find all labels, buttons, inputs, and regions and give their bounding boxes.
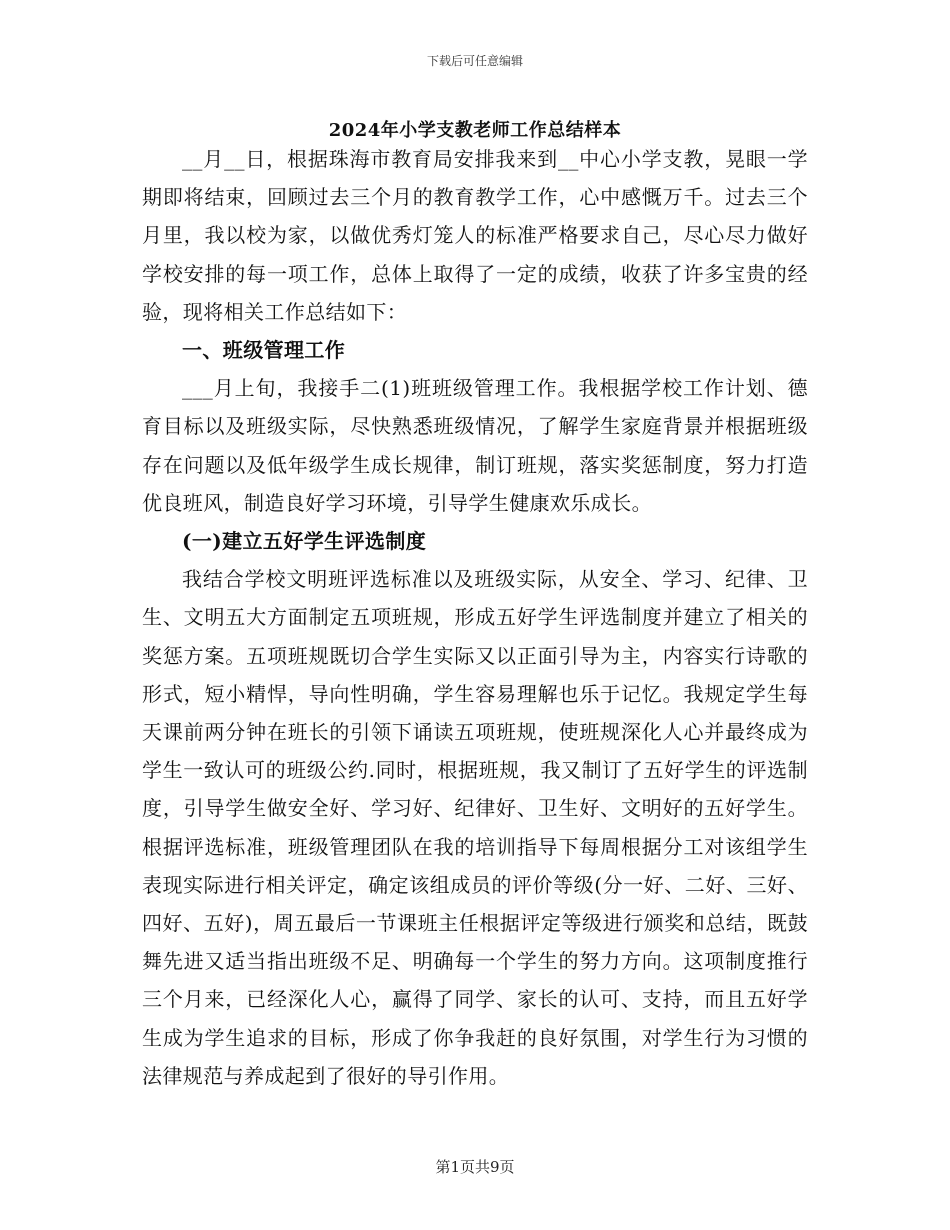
page-number-footer: 第1页共9页 bbox=[435, 1158, 515, 1176]
intro-paragraph: __月__日，根据珠海市教育局安排我来到__中心小学支教，晃眼一学期即将结束，回顾过去三个月的教育教学工作，心中感慨万千。过去三个月里，我以校为家，以做优秀灯笼人的标准严格要求自己，尽心尽力做好学校安排的每一项工作，总体上取得了一定的成绩，收获了许多宝贵的经验，现将相关工作总结如下： bbox=[142, 147, 808, 324]
section-paragraph-class-management: ___月上旬，我接手二(1)班班级管理工作。我根据学校工作计划、德育目标以及班级实际，尽快熟悉班级情况，了解学生家庭背景并根据班级存在问题以及低年级学生成长规律，制订班规，落实奖惩制度，努力打造优良班风，制造良好学习环境，引导学生健康欢乐成长。 bbox=[142, 376, 808, 515]
document-title: 2024年小学支教老师工作总结样本 bbox=[328, 120, 622, 141]
subsection-heading-five-good-students: (一)建立五好学生评选制度 bbox=[182, 529, 427, 554]
section-heading-class-management: 一、班级管理工作 bbox=[182, 338, 346, 363]
document-body bbox=[142, 140, 808, 1095]
subsection-paragraph-five-good-students: 我结合学校文明班评选标准以及班级实际，从安全、学习、纪律、卫生、文明五大方面制定五项班规，形成五好学生评选制度并建立了相关的奖惩方案。五项班规既切合学生实际又以正面引导为主，内容实行诗歌的形式，短小精悍，导向性明确，学生容易理解也乐于记忆。我规定学生每天课前两分钟在班长的引领下诵读五项班规，使班规深化人心并最终成为学生一致认可的班级公约.同时，根据班规，我又制订了五好学生的评选制度，引导学生做安全好、学习好、纪律好、卫生好、文明好的五好学生。根据评选标准，班级管理团队在我的培训指导下每周根据分工对该组学生表现实际进行相关评定，确定该组成员的评价等级(分一好、二好、三好、四好、五好)，周五最后一节课班主任根据评定等级进行颁奖和总结，既鼓舞先进又适当指出班级不足、明确每一个学生的努力方向。这项制度推行三个月来，已经深化人心，赢得了同学、家长的认可、支持，而且五好学生成为学生追求的目标，形成了你争我赶的良好氛围，对学生行为习惯的法律规范与养成起到了很好的导引作用。 bbox=[142, 567, 808, 1088]
page-header-note: 下载后可任意编辑 bbox=[426, 54, 523, 68]
